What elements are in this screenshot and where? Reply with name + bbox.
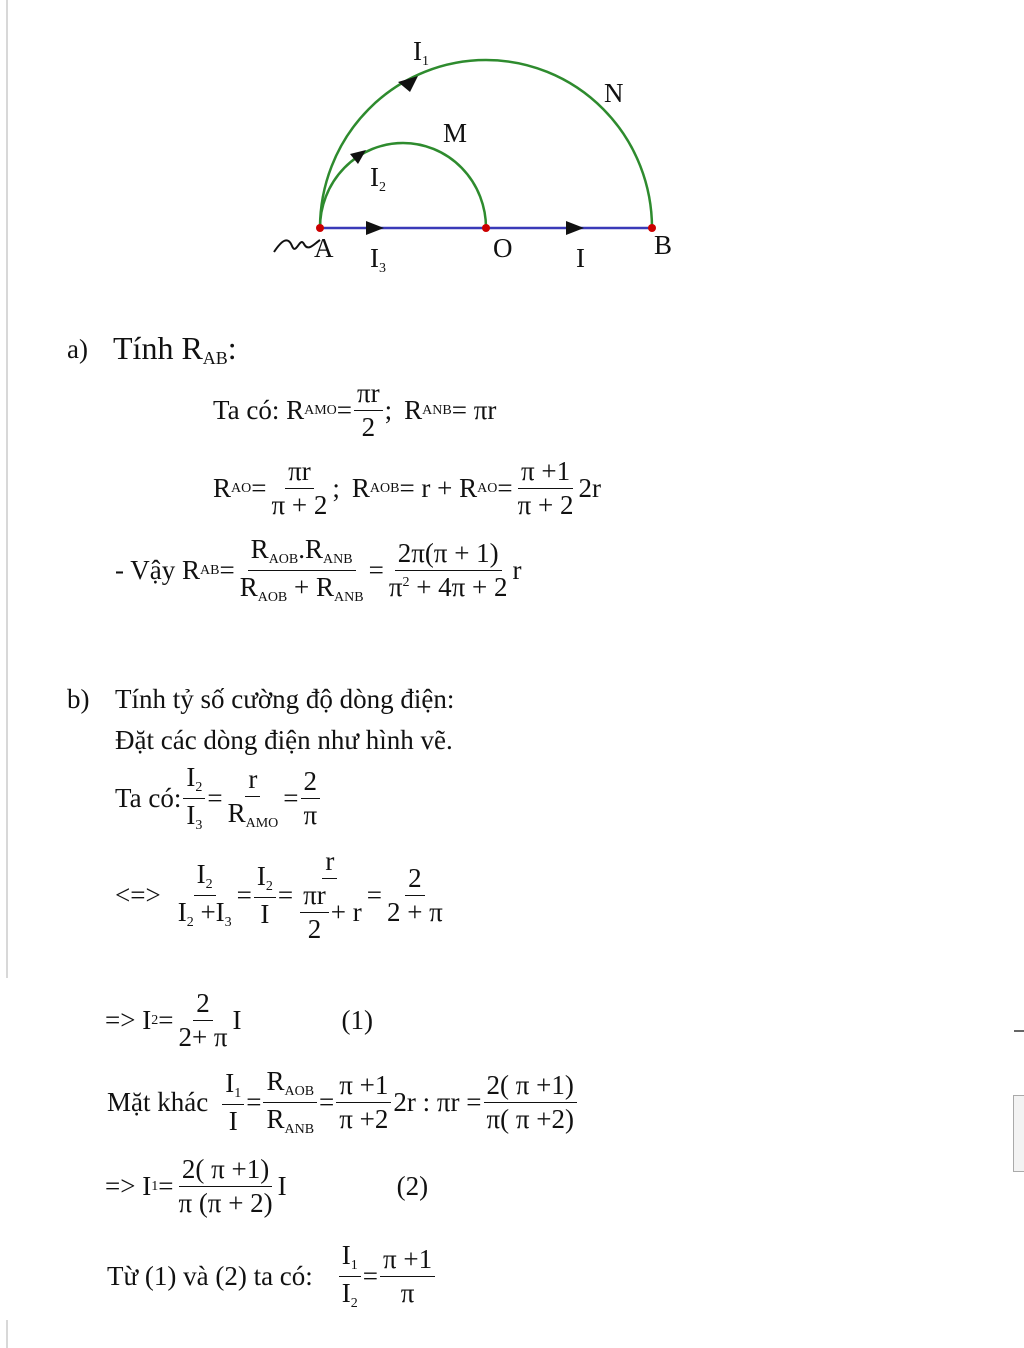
arrow-I bbox=[566, 221, 584, 235]
window-edge-panel bbox=[1013, 1095, 1024, 1172]
part-a-heading: Tính $R_{AB}$: bbox=[113, 330, 237, 368]
part-b-line4: Mặt khác $\frac{I_1}{I}$ = $\frac{R_{AOB}}{R_{ANB}}$ = $\frac{\pi +1}{\pi +2}$ 2r : πr = $\frac{2( \pi +1)}{\pi( \pi +2)}$ bbox=[107, 1068, 579, 1137]
arc-AMO bbox=[320, 143, 486, 228]
page-left-rule-lower bbox=[6, 1320, 8, 1348]
label-N: N bbox=[604, 78, 624, 108]
label-A: A bbox=[314, 233, 334, 263]
part-b-intro: Đặt các dòng điện như hình vẽ. bbox=[115, 725, 453, 755]
part-b-line2: <=> $\frac{I_2}{I_2 +I_3}$ = $\frac{I_2}{I}$ = r $\frac{\pi r}{2}$ + r = $\frac{2}{2 + \pi}$ bbox=[115, 846, 443, 944]
part-a-line3: - Vậy R AB = $\frac{R_{AOB}.R_{ANB}}{R_{AOB} + R_{ANB}}$ = $\frac{2\pi(\pi + 1)}{\pi^2 + 4\pi + 2}$ r bbox=[115, 534, 522, 605]
label-I3: $I_3$ bbox=[370, 243, 386, 276]
part-a-line2: R AO = $\frac{\pi r}{\pi + 2}$ ; R AOB = r + R AO = $\frac{\pi +1}{\pi + 2}$ 2r bbox=[213, 456, 601, 520]
part-b-line1: Ta có: $\frac{I_2}{I_3}$ = $\frac{r}{R_{AMO}}$ = $\frac{2}{\pi}$ bbox=[115, 764, 322, 833]
label-M: M bbox=[443, 118, 468, 148]
arc-ANB bbox=[320, 60, 652, 228]
part-b-marker: b) bbox=[67, 684, 90, 714]
arrow-I3 bbox=[366, 221, 384, 235]
label-B: B bbox=[654, 230, 673, 260]
label-I1: $I_1$ bbox=[413, 36, 429, 69]
label-I2: $I_2$ bbox=[370, 162, 386, 195]
node-A bbox=[316, 224, 324, 232]
node-O bbox=[482, 224, 490, 232]
part-b-line5: => I 1 = $\frac{2( \pi +1)}{\pi (\pi + 2)}$ I (2) bbox=[105, 1154, 429, 1218]
part-a-marker: a) bbox=[67, 334, 88, 364]
label-I: I bbox=[576, 243, 585, 273]
part-b-line3: => I 2 = $\frac{2}{2+ \pi}$ I (1) bbox=[105, 988, 374, 1052]
label-O: O bbox=[493, 233, 513, 263]
window-edge-mark bbox=[1014, 1030, 1024, 1032]
part-a-line1: Ta có: R AMO = $\frac{\pi r}{2}$ ; R ANB = πr bbox=[213, 378, 497, 442]
part-b-heading: Tính tỷ số cường độ dòng điện: bbox=[115, 684, 455, 714]
part-b-line6: Từ (1) và (2) ta có: $\frac{I_1}{I_2}$ = $\frac{\pi +1}{\pi}$ bbox=[107, 1242, 437, 1311]
